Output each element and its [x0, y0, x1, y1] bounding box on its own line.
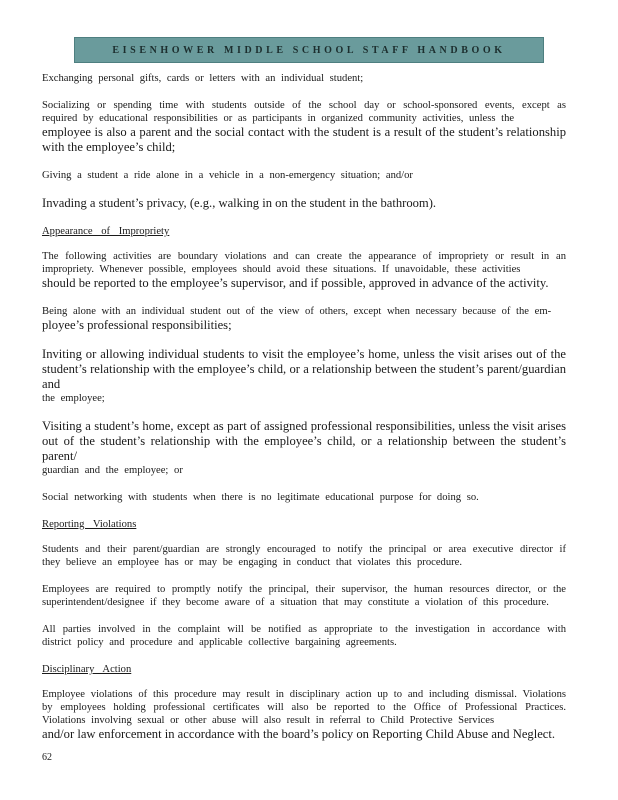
heading-reporting-violations: Reporting Violations [42, 519, 137, 530]
item-ride: Giving a student a ride alone in a vehicle in a non-emergency situation; and/or [42, 170, 413, 181]
item-socializing [42, 99, 566, 155]
handbook-banner [74, 37, 544, 63]
reporting-students: Students and their parent/guardian are strongly encouraged to notify the principal or area executive director if they believe an employee has or may be engaging in conduct that violates this procedure. [42, 544, 566, 568]
item-socializing-part1: Socializing or spending time with students outside of the school day or school-sponsored events, except as required by educational responsibilities or as participants in organized community activities, unless the [42, 100, 566, 124]
appearance-intro-part1: The following activities are boundary violations and can create the appearance of impropriety or result in an impropriety. Whenever possible, employees should avoid these situations. If unavoidable, these activities [42, 251, 566, 275]
reporting-employees: Employees are required to promptly notify the principal, their supervisor, the human resources director, or the superintendent/designee if they become aware of a situation that may constitute a violation of this procedure. [42, 584, 566, 608]
disciplinary-text-part2: and/or law enforcement in accordance with the board’s policy on Reporting Child Abuse and Neglect. [42, 727, 556, 741]
item-visiting-part2: guardian and the employee; or [42, 465, 183, 476]
item-privacy: Invading a student’s privacy, (e.g., walking in on the student in the bathroom). [42, 196, 437, 210]
item-inviting-part1: Inviting or allowing individual students to visit the employee’s home, unless the visit arises out of the student’s relationship with the employee’s child, or a relationship between the student’s parent/guardian and [42, 347, 566, 391]
reporting-all-parties: All parties involved in the complaint will be notified as appropriate to the investigation in accordance with district policy and procedure and applicable collective bargaining agreements. [42, 624, 566, 648]
item-being-alone-part1: Being alone with an individual student out of the view of others, except when necessary because of the em- [42, 306, 552, 317]
appearance-intro-part2: should be reported to the employee’s supervisor, and if possible, approved in advance of the activity. [42, 276, 549, 290]
disciplinary-text-part1: Employee violations of this procedure may result in disciplinary action up to and including dismissal. Violations by employees holding professional certificates will also be reported to the Office of Professional Practices. Violations involving sexual or other abuse will also result in referral to Child Protective Services [42, 689, 566, 726]
disciplinary-text [42, 688, 566, 742]
heading-appearance-of-impropriety: Appearance of Impropriety [42, 226, 170, 237]
heading-disciplinary-action: Disciplinary Action [42, 664, 132, 675]
item-visiting-part1: Visiting a student’s home, except as part of assigned professional responsibilities, unless the visit arises out of the student’s relationship with the employee’s child, or a relationship between the student’s parent/ [42, 419, 566, 463]
item-inviting [42, 347, 566, 405]
banner-title: EISENHOWER MIDDLE SCHOOL STAFF HANDBOOK [112, 44, 506, 56]
appearance-intro [42, 250, 566, 291]
item-social-networking: Social networking with students when there is no legitimate educational purpose for doing so. [42, 492, 479, 503]
page-content [42, 72, 566, 742]
item-being-alone-part2: ployee’s professional responsibilities; [42, 318, 232, 332]
item-gifts: Exchanging personal gifts, cards or letters with an individual student; [42, 73, 364, 84]
item-visiting [42, 419, 566, 477]
item-inviting-part2: the employee; [42, 393, 105, 404]
item-being-alone [42, 305, 566, 333]
page-number: 62 [42, 752, 52, 763]
item-socializing-part2: employee is also a parent and the social contact with the student is a result of the student’s relationship with the employee’s child; [42, 125, 566, 154]
